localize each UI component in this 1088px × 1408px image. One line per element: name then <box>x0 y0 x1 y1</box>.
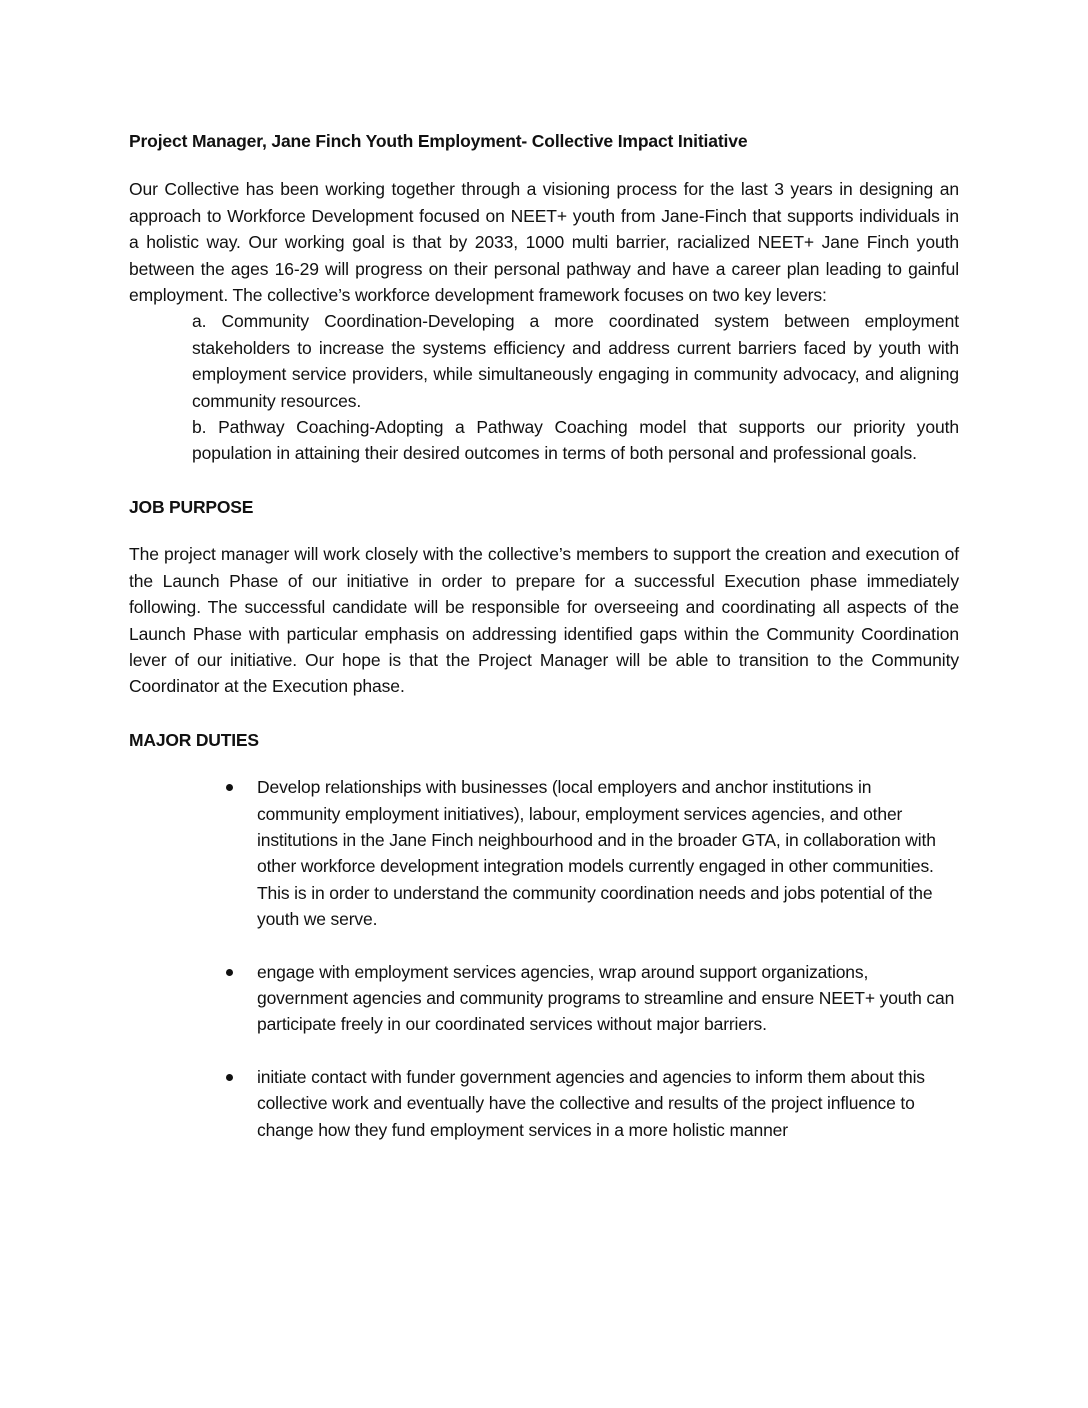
intro-paragraph: Our Collective has been working together through a visioning process for the last 3 years in designing an approach to Workforce Development focused on NEET+ youth from Jane-Finch that supports individuals in a holistic way. Our working goal is that by 2033, 1000 multi barrier, racialized NEET+ Jane Finch youth between the ages 16-29 will progress on their personal pathway and have a career plan leading to gainful employment. The collective’s workforce development framework focuses on two key levers: <box>129 179 959 306</box>
bullet-icon <box>226 784 233 791</box>
duty-text: Develop relationships with businesses (local employers and anchor institutions in community employment initiatives), labour, employment services agencies, and other institutions in the Jane Finch neighbourhood and in the broader GTA, in collaboration with other workforce development integration models currently engaged in other communities. This is in order to understand the community coordination needs and jobs potential of the youth we serve. <box>257 777 936 930</box>
duty-text: initiate contact with funder government agencies and agencies to inform them about this collective work and eventually have the collective and results of the project influence to change how they fund employment services in a more holistic manner <box>257 1066 925 1140</box>
levers-list <box>192 308 959 466</box>
list-item <box>129 1064 959 1143</box>
bullet-icon <box>226 969 233 976</box>
duty-text: engage with employment services agencies, wrap around support organizations, government agencies and community programs to streamline and ensure NEET+ youth can participate freely in our coordinated services without major barriers. <box>257 961 955 1035</box>
job-purpose-paragraph: The project manager will work closely with the collective’s members to support the creation and execution of the Launch Phase of our initiative in order to prepare for a successful Execution phase immediately following. The successful candidate will be responsible for overseeing and coordinating all aspects of the Launch Phase with particular emphasis on addressing identified gaps within the Community Coordination lever of our initiative. Our hope is that the Project Manager will be able to transition to the Community Coordinator at the Execution phase. <box>129 544 959 697</box>
lever-community-coordination: a. Community Coordination-Developing a more coordinated system between employment stakeholders to increase the systems efficiency and address current barriers faced by youth with employment service providers, while simultaneously engaging in community advocacy, and aligning community resources. <box>192 311 959 411</box>
job-purpose-heading: JOB PURPOSE <box>129 496 254 517</box>
duties-list <box>129 774 959 1143</box>
major-duties-heading: MAJOR DUTIES <box>129 729 259 750</box>
lever-pathway-coaching: b. Pathway Coaching-Adopting a Pathway Coaching model that supports our priority youth population in attaining their desired outcomes in terms of both personal and professional goals. <box>192 417 959 464</box>
list-item <box>129 959 959 1038</box>
document-body <box>129 128 959 1169</box>
list-item <box>129 774 959 932</box>
document-title: Project Manager, Jane Finch Youth Employment- Collective Impact Initiative <box>129 131 748 151</box>
bullet-icon <box>226 1074 233 1081</box>
